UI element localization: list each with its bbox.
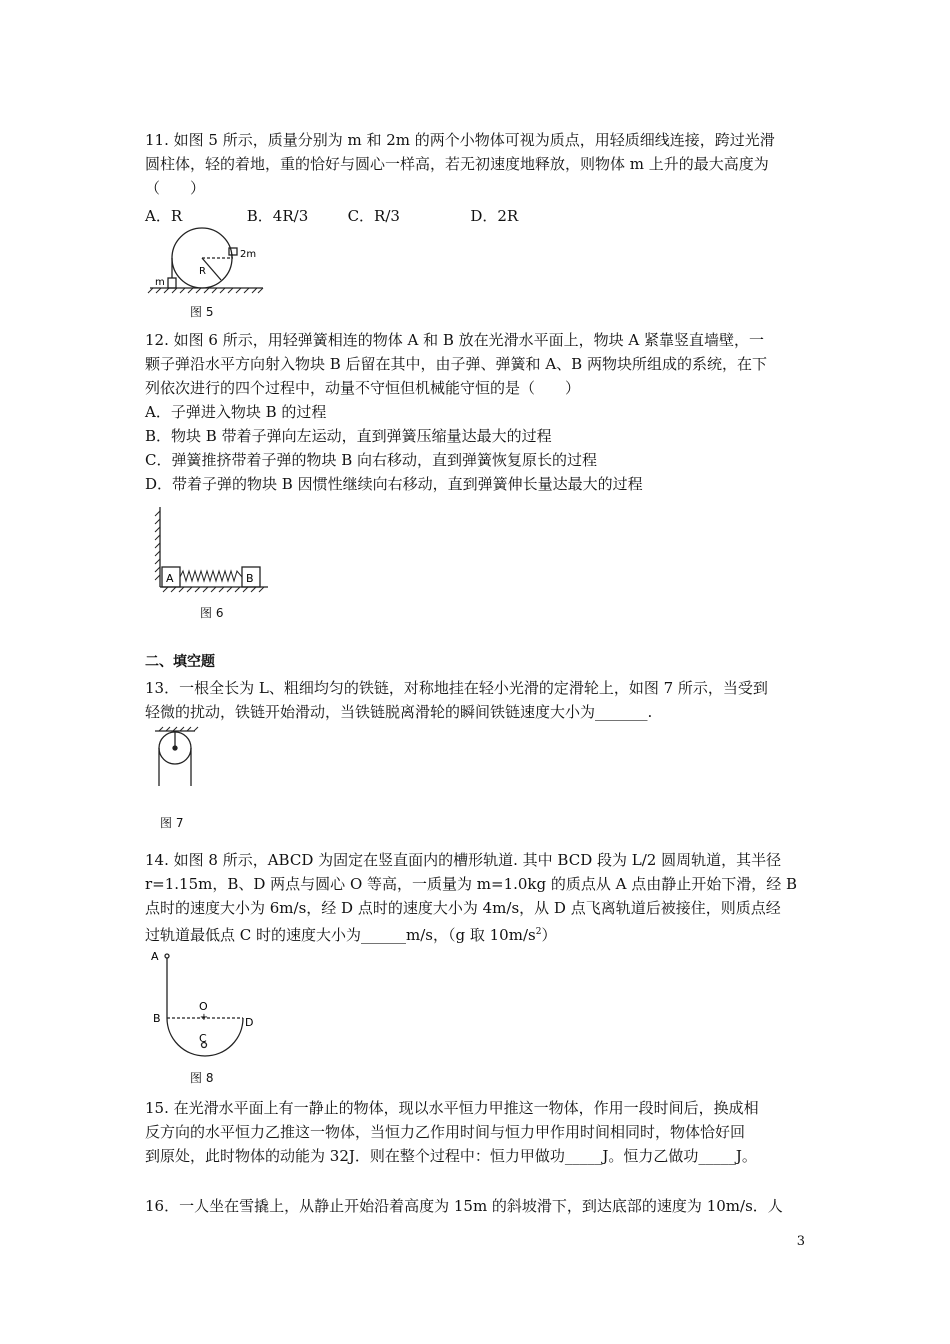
q12-option-b: B．物块 B 带着子弹向左运动，直到弹簧压缩量达最大的过程 [145,427,552,445]
section-heading: 二、填空题 [145,654,215,670]
q12-option-c: C．弹簧推挤带着子弹的物块 B 向右移动，直到弹簧恢复原长的过程 [145,451,598,469]
fig5-label-2m: 2m [240,249,257,260]
q12-line-2: 颗子弹沿水平方向射入物块 B 后留在其中，由子弹、弹簧和 A、B 两物块所组成的系统，在下 [145,355,767,373]
figure-7-caption: 图 7 [160,816,184,830]
q13-line-1: 13．一根全长为 L、粗细均匀的铁链，对称地挂在轻小光滑的定滑轮上，如图 7 所示，当受到 [145,679,768,697]
q15-line-1: 15. 在光滑水平面上有一静止的物体，现以水平恒力甲推这一物体，作用一段时间后，换成相 [145,1099,759,1117]
q15-line-2: 反方向的水平恒力乙推这一物体，当恒力乙作用时间与恒力甲作用时间相同时，物体恰好回 [145,1123,746,1141]
q14-line-4 [145,920,556,947]
svg-text:+: + [199,1012,209,1023]
figure-5-caption: 图 5 [190,305,214,319]
q11-line-2: 圆柱体，轻的着地，重的恰好与圆心一样高，若无初速度地释放，则物体 m 上升的最大高度为 [145,155,769,173]
q14-line-4-end: ） [541,926,557,944]
q14-line-4-text: 过轨道最低点 C 时的速度大小为______m/s，（g 取 10m/s [145,926,536,944]
fig8-label-a: A [151,950,159,963]
fig6-label-a: A [166,572,174,585]
figure-6 [150,503,270,595]
q16-line-1: 16．一人坐在雪撬上，从静止开始沿着高度为 15m 的斜坡滑下，到达底部的速度为 10m/s．人 [145,1197,783,1215]
figure-8 [145,948,260,1060]
figure-6-caption: 图 6 [200,606,224,620]
figure-8-caption: 图 8 [190,1071,214,1085]
q11-option-c: C．R/3 [347,207,400,225]
q11-line-1: 11. 如图 5 所示，质量分别为 m 和 2m 的两个小物体可视为质点，用轻质细线连接，跨过光滑 [145,131,775,149]
q12-line-3: 列依次进行的四个过程中，动量不守恒但机械能守恒的是（ ） [145,379,581,397]
q12-option-a: A．子弹进入物块 B 的过程 [145,403,327,421]
figure-7 [150,728,200,790]
q11-option-a: A．R [145,207,183,225]
q14-line-1: 14. 如图 8 所示，ABCD 为固定在竖直面内的槽形轨道. 其中 BCD 段为 L/2 圆周轨道，其半径 [145,851,782,869]
fig6-label-b: B [246,572,254,585]
q12-option-d: D．带着子弹的物块 B 因惯性继续向右移动，直到弹簧伸长量达最大的过程 [145,475,643,493]
q11-option-b: B．4R/3 [246,207,309,225]
fig8-label-o: O [199,1000,208,1013]
figure-5 [145,222,275,294]
q13-line-2: 轻微的扰动，铁链开始滑动，当铁链脱离滑轮的瞬间铁链速度大小为_______. [145,703,653,721]
q11-option-d: D．2R [470,207,519,225]
q11-line-3: （ ） [145,179,206,197]
q15-line-3: 到原处，此时物体的动能为 32J．则在整个过程中：恒力甲做功_____J。恒力乙做功_____J。 [145,1147,757,1165]
fig8-label-d: D [245,1016,254,1029]
page-number: 3 [796,1234,805,1249]
fig8-label-b: B [153,1012,161,1025]
fig5-label-r: R [199,266,206,277]
q14-line-2: r=1.15m，B、D 两点与圆心 O 等高，一质量为 m=1.0kg 的质点从 A 点由静止开始下滑，经 B [145,875,798,893]
q14-superscript: 2 [535,927,542,937]
q12-line-1: 12. 如图 6 所示，用轻弹簧相连的物体 A 和 B 放在光滑水平面上，物块 A 紧靠竖直墙壁，一 [145,331,765,349]
fig8-label-c: C [199,1032,207,1045]
fig5-label-m: m [155,277,165,288]
q14-line-3: 点时的速度大小为 6m/s，经 D 点时的速度大小为 4m/s，从 D 点飞离轨道后被接住，则质点经 [145,899,781,917]
